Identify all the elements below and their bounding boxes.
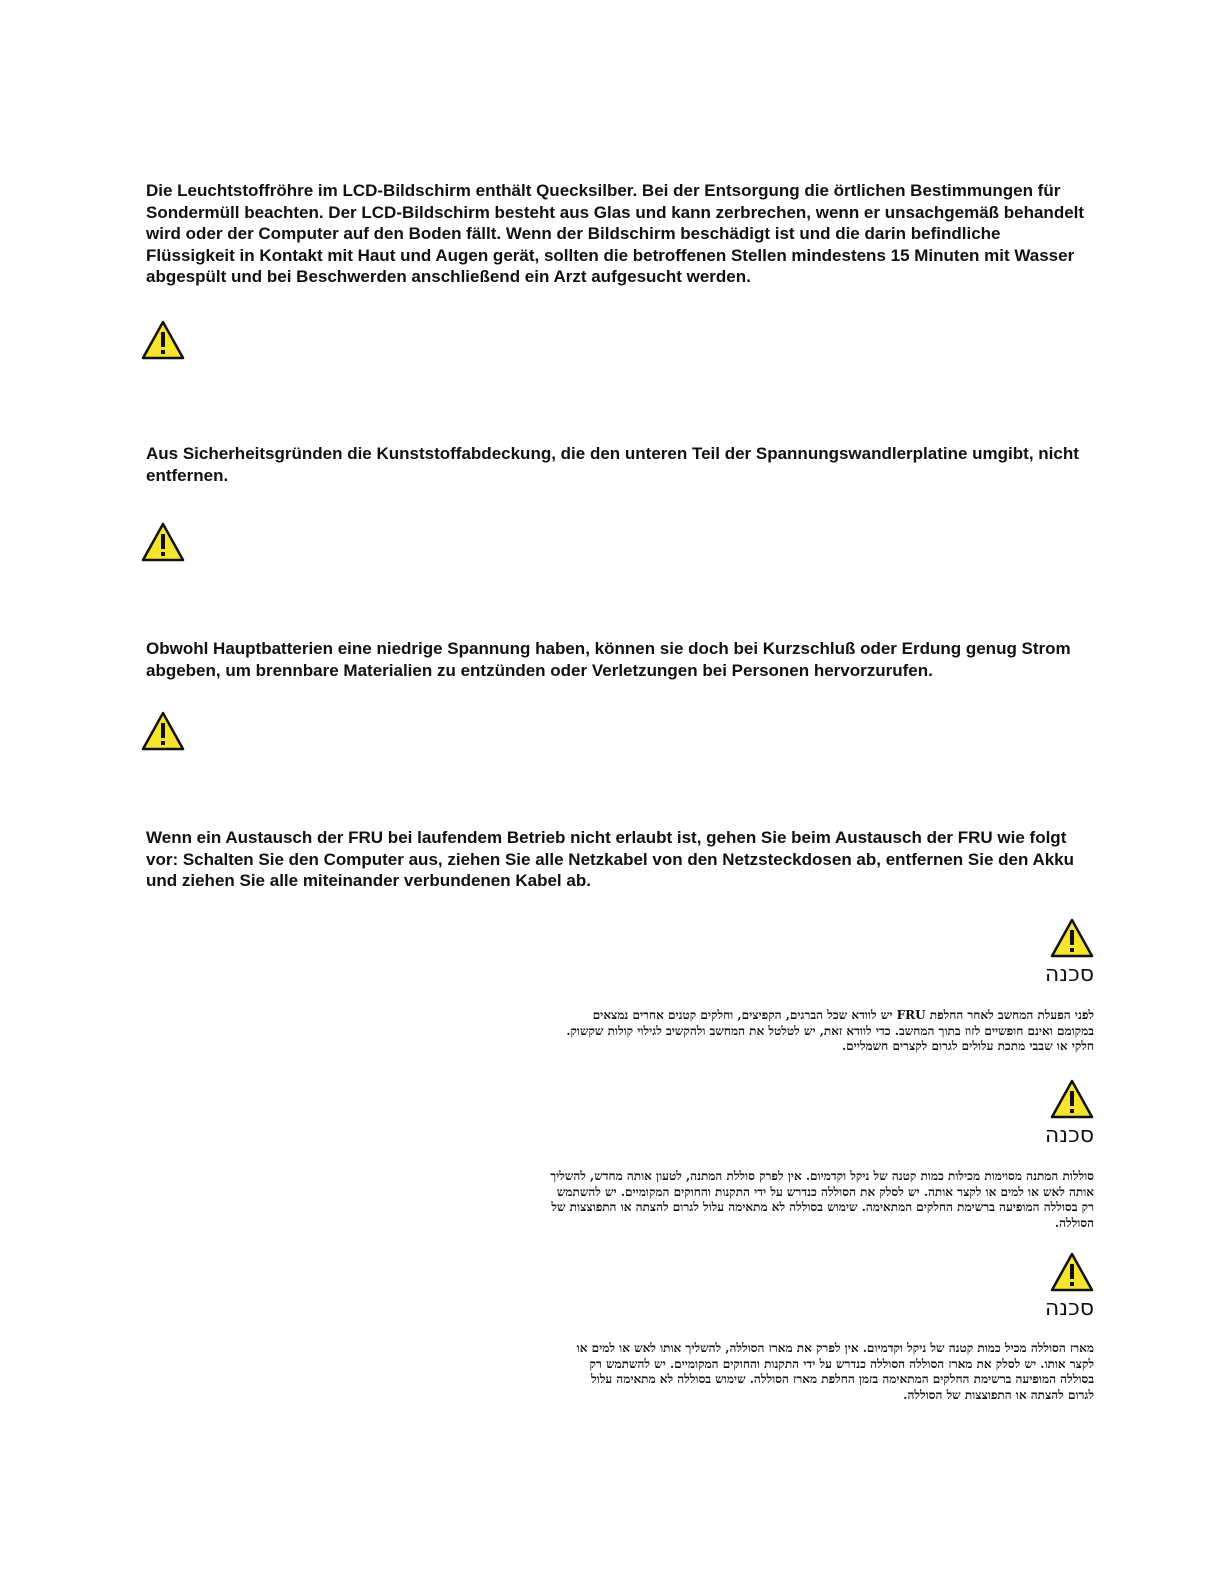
german-paragraph-main-battery: Obwohl Hauptbatterien eine niedrige Spannung haben, können sie doch bei Kurzschluß oder Erdung genug Strom abgeben, um brennbare Materialien zu entzünden oder Verletzungen bei Personen hervorzurufen. (146, 639, 1071, 680)
warning-triangle-icon (1050, 1252, 1094, 1292)
danger-heading: סכנה (1044, 1123, 1094, 1148)
warning-triangle-icon (141, 320, 185, 360)
warning-triangle-icon (1050, 1079, 1094, 1119)
danger-heading: סכנה (1044, 1296, 1094, 1321)
hebrew-paragraph-fru-loose-parts: לפני הפעלת המחשב לאחר החלפת FRU יש לוודא שכל הברגים, הקפיצים, וחלקים קטנים אחרים נמצאים במקומם ואינם חופשיים לזוז בתוך המחשב. כדי לוודא זאת, יש לטלטל את המחשב ולהקשיב לגילוי קולות שקשוק. חלקי או שבבי מתכת עלולים לגרום לקצרים חשמליים. (566, 1008, 1094, 1053)
danger-heading: סכנה (1044, 962, 1094, 987)
german-paragraph-lcd-mercury: Die Leuchtstoffröhre im LCD-Bildschirm enthält Quecksilber. Bei der Entsorgung die örtlichen Bestimmungen für Sondermüll beachten. Der LCD-Bildschirm besteht aus Glas und kann zerbrechen, wenn er unsachgemäß behandelt wird oder der Computer auf den Boden fällt. Wenn der Bildschirm beschädigt ist und die darin befindliche Flüssigkeit in Kontakt mit Haut und Augen gerät, sollten die betroffenen Stellen mindestens 15 Minuten mit Wasser abgespült und bei Beschwerden anschließend ein Arzt aufgesucht werden. (146, 181, 1085, 286)
german-paragraph-plastic-cover: Aus Sicherheitsgründen die Kunststoffabdeckung, die den unteren Teil der Spannungswandlerplatine umgibt, nicht entfernen. (146, 444, 1079, 485)
warning-triangle-icon (1050, 918, 1094, 958)
german-paragraph-fru-replacement: Wenn ein Austausch der FRU bei laufendem Betrieb nicht erlaubt ist, gehen Sie beim Austausch der FRU wie folgt vor: Schalten Sie den Computer aus, ziehen Sie alle Netzkabel von den Netzsteckdosen ab, entfernen Sie den Akku und ziehen Sie alle miteinander verbundenen Kabel ab. (146, 828, 1075, 890)
hebrew-paragraph-backup-battery: סוללות המתנה מסוימות מכילות כמות קטנה של ניקל וקדמיום. אין לפרק סוללת המתנה, לטעון אותה מחדש, להשליך אותה לאש או למים או לקצר אותה. יש לסלק את הסוללה כנדרש על ידי התקנות והחוקים המקומיים. יש להשתמש רק בסוללה המופיעה ברשימת החלקים המתאימה. שימוש בסוללה לא מתאימה עלול לגרום להצתה או התפוצצות של הסוללה. (550, 1169, 1094, 1230)
warning-triangle-icon (141, 522, 185, 562)
hebrew-paragraph-battery-pack: מארז הסוללה מכיל כמות קטנה של ניקל וקדמיום. אין לפרק את מארז הסוללה, להשליך אותו לאש או למים או לקצר אותו. יש לסלק את מארז הסוללה הסוללה כנדרש על ידי התקנות והחוקים המקומיים. יש להשתמש רק בסוללה המופיעה ברשימת החלקים המתאימה בזמן החלפת מארז הסוללה. שימוש בסוללה לא מתאימה עלול לגרום להצתה או התפוצצות של הסוללה. (576, 1341, 1094, 1402)
warning-triangle-icon (141, 711, 185, 751)
